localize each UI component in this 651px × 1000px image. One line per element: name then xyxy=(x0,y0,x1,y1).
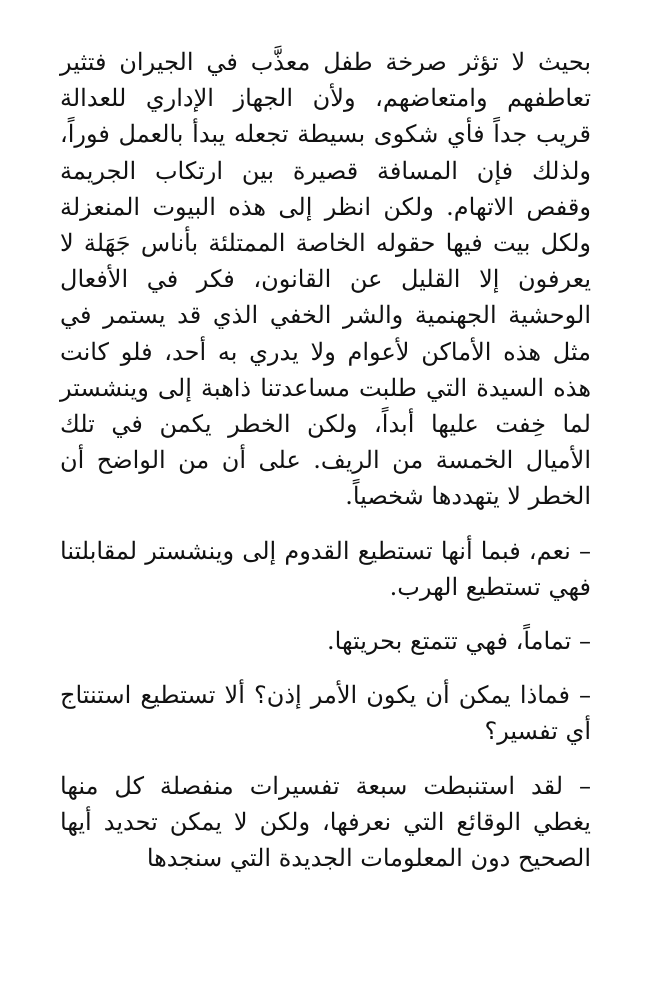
paragraph-dialogue-4: – لقد استنبطت سبعة تفسيرات منفصلة كل منها يغطي الوقائع التي نعرفها، ولكن لا يمكن تحديد أيها الصحيح دون المعلومات الجديدة التي سنجدها xyxy=(60,771,591,873)
paragraph-narration: بحيث لا تؤثر صرخة طفل معذَّب في الجيران فتثير تعاطفهم وامتعاضهم، ولأن الجهاز الإداري للعدالة قريب جداً فأي شكوى بسيطة تجعله يبدأ بالعمل فوراً، ولذلك فإن المسافة قصيرة بين ارتكاب الجريمة وقفص الاتهام. ولكن انظر إلى هذه البيوت المنعزلة ولكل بيت فيها حقوله الخاصة الممتلئة بأناس جَهَلة لا يعرفون إلا القليل عن القانون، فكر في الأفعال الوحشية الجهنمية والشر الخفي الذي قد يستمر في مثل هذه الأماكن لأعوام ولا يدري به أحد، فلو كانت هذه السيدة التي طلبت مساعدتنا ذاهبة إلى وينشستر لما خِفت عليها أبداً، ولكن الخطر يكمن في تلك الأميال الخمسة من الريف. على أن من الواضح أن الخطر لا يتهددها شخصياً. xyxy=(60,48,591,511)
paragraph-dialogue-2: – تماماً، فهي تتمتع بحريتها. xyxy=(327,627,591,656)
paragraph-dialogue-1: – نعم، فبما أنها تستطيع القدوم إلى وينشستر لمقابلتنا فهي تستطيع الهرب. xyxy=(60,536,591,601)
paragraph-dialogue-3: – فماذا يمكن أن يكون الأمر إذن؟ ألا تستطيع استنتاج أي تفسير؟ xyxy=(60,681,591,746)
